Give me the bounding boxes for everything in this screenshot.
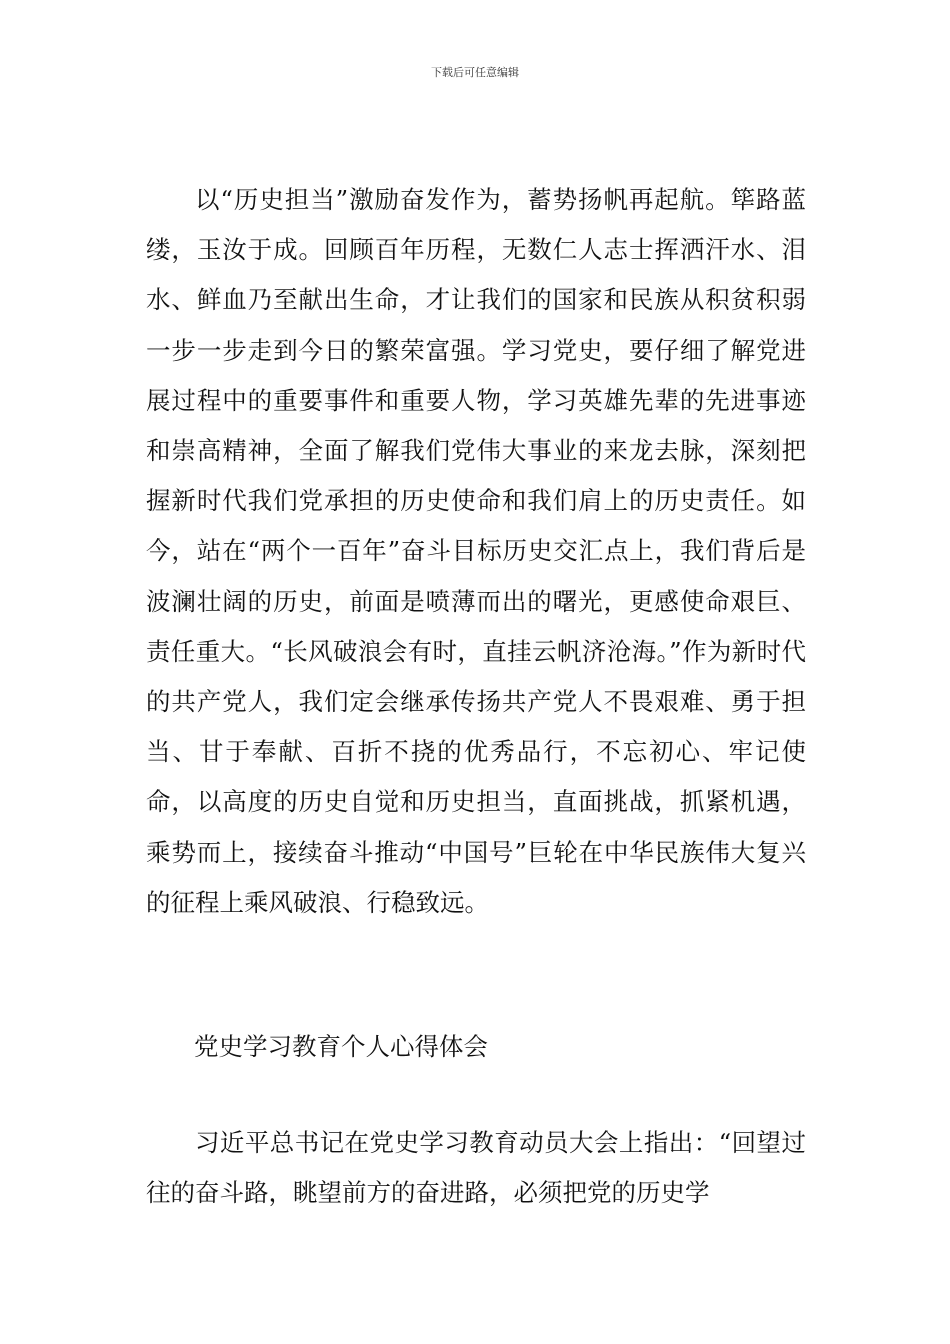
body-paragraph-1: 以“历史担当”激励奋发作为，蓄势扬帆再起航。筚路蓝缕，玉汝于成。回顾百年历程，无数仁人志士挥洒汗水、泪水、鲜血乃至献出生命，才让我们的国家和民族从积贫积弱一步一步走到今日的繁荣富强。学习党史，要仔细了解党进展过程中的重要事件和重要人物，学习英雄先辈的先进事迹和崇高精神，全面了解我们党伟大事业的来龙去脉，深刻把握新时代我们党承担的历史使命和我们肩上的历史责任。如今，站在“两个一百年”奋斗目标历史交汇点上，我们背后是波澜壮阔的历史，前面是喷薄而出的曙光，更感使命艰巨、责任重大。“长风破浪会有时，直挂云帆济沧海。”作为新时代的共产党人，我们定会继承传扬共产党人不畏艰难、勇于担当、甘于奉献、百折不挠的优秀品行，不忘初心、牢记使命，以高度的历史自觉和历史担当，直面挑战，抓紧机遇，乘势而上，接续奋斗推动“中国号”巨轮在中华民族伟大复兴的征程上乘风破浪、行稳致远。 bbox=[146, 185, 806, 917]
page-header-note: 下载后可任意编辑 bbox=[431, 66, 519, 79]
body-paragraph-2: 习近平总书记在党史学习教育动员大会上指出：“回望过往的奋斗路，眺望前方的奋进路，必须把党的历史学 bbox=[146, 1128, 806, 1208]
section-heading: 党史学习教育个人心得体会 bbox=[194, 1032, 488, 1061]
